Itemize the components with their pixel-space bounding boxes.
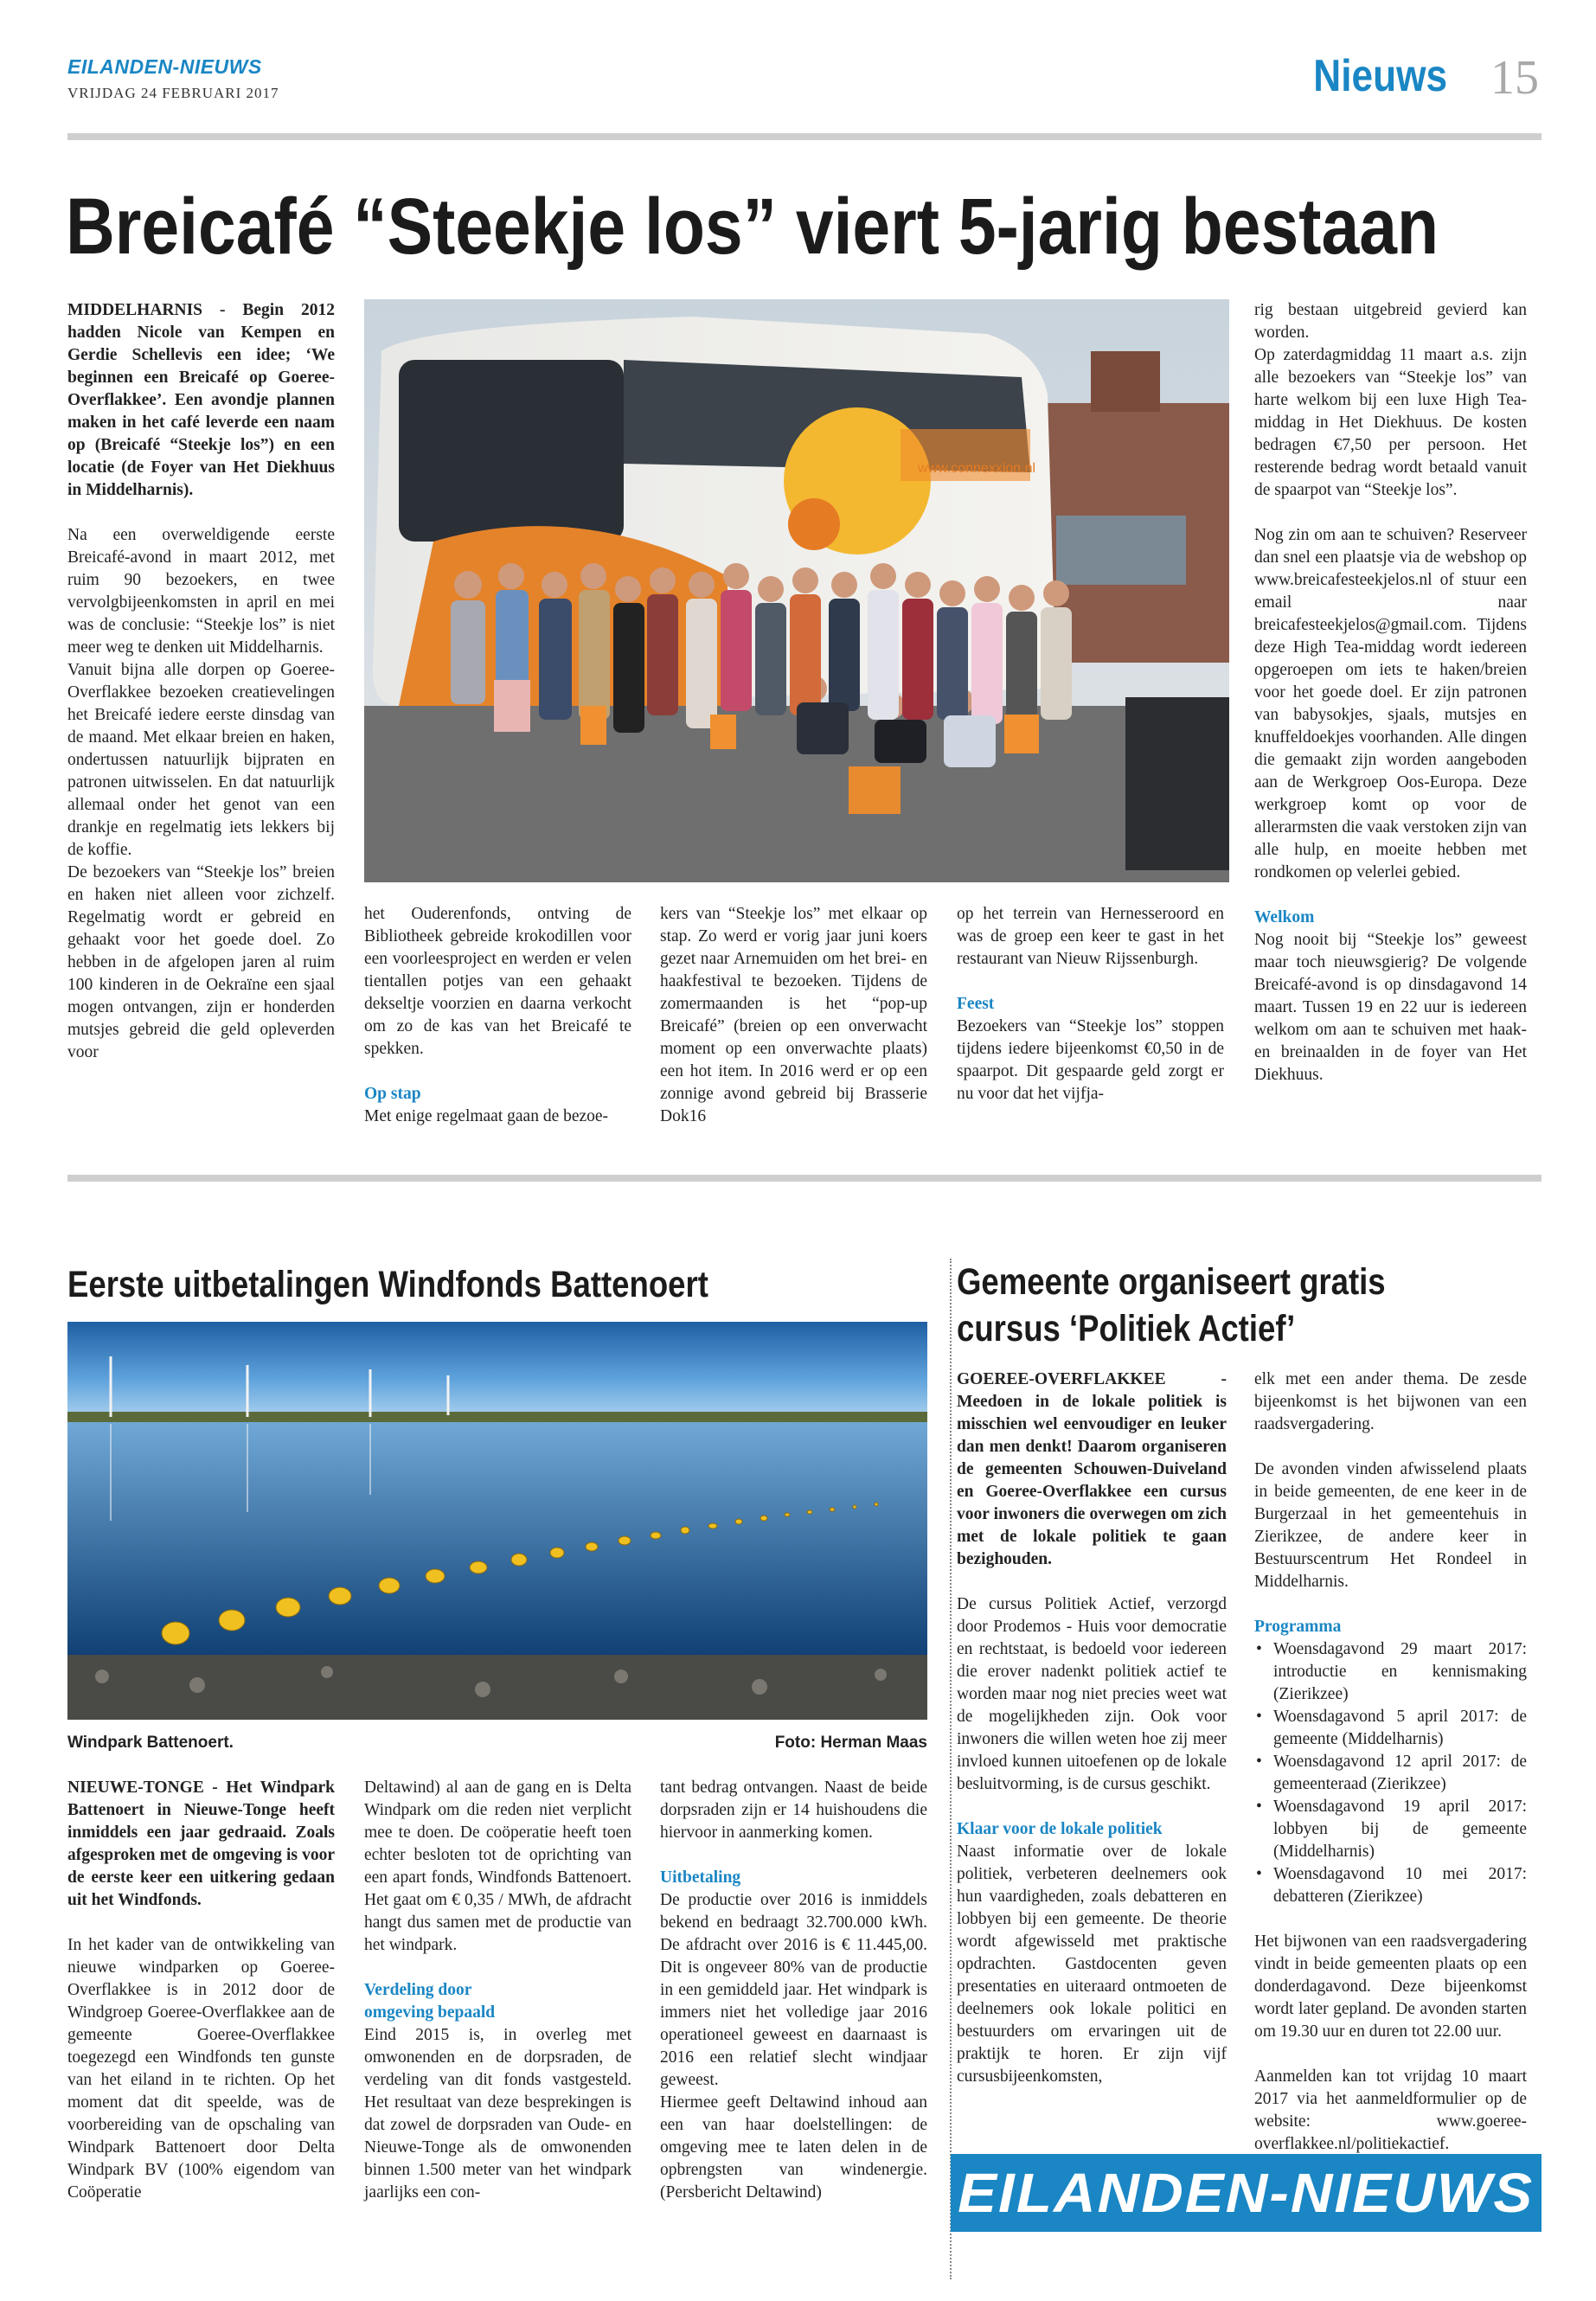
article3-column-1 bbox=[957, 1368, 1227, 2088]
subheading: Verdeling door bbox=[364, 1981, 472, 1999]
paragraph: Het bijwonen van een raadsvergadering vindt in beide gemeenten plaats op een donderdagavond. Deze bijeenkomst wordt later gepland. De avonden starten om 19.30 uur en duren tot 22.00 uur. bbox=[1254, 1932, 1527, 2041]
subheading: Feest bbox=[957, 995, 995, 1013]
politiek-headline-line1: Gemeente organiseert gratis bbox=[957, 1261, 1386, 1303]
footer-logo bbox=[951, 2154, 1542, 2232]
paragraph: Naast informatie over de lokale politiek, verbeteren deelnemers ook hun vaardigheden, zoals debatteren en lobbyen bij een gemeente. De theorie wordt afgewisseld met praktische opdrachten. Gastdocenten geven presentaties en uiteraard ontmoeten de deelnemers ook lokale politici en bestuurders om ervaringen uit de praktijk te horen. Er zijn vijf cursusbijeenkomsten, bbox=[957, 1843, 1227, 2086]
politiek-headline-line2: cursus ‘Politiek Actief’ bbox=[957, 1308, 1296, 1349]
paragraph-gap bbox=[957, 1571, 1227, 1593]
newspaper-masthead: EILANDEN-NIEUWS bbox=[67, 55, 262, 78]
program-item: • Woensdagavond 10 mei 2017: debatteren (Zierikzee) bbox=[1254, 1863, 1527, 1908]
paragraph: kers van “Steekje los” met elkaar op stap. Zo werd er vorig jaar juni koers gezet naar Arnemuiden om het brei- en haakfestival te bezoeken. Tijdens de zomermaanden is het “pop-up Breicafé” (breien op een onverwacht moment op een onverwachte plaats) een hot item. In 2016 werd er op een zonnige avond gebreid bij Brasserie Dok16 bbox=[660, 905, 927, 1125]
paragraph: het Ouderenfonds, ontving de Bibliotheek gebreide krokodillen voor een voorleesproject en werden er velen tientallen potjes van een gehaakt dekseltje voorzien en daarna verkocht om zo de kas van het Breicafé te spekken. bbox=[364, 905, 631, 1058]
paragraph: Na een overweldigende eerste Breicafé-avond in maart 2012, met ruim 90 bezoekers, en twee vervolgbijeenkomsten in april en mei was de conclusie: “Steekje los” is niet meer weg te denken uit Middelharnis. bbox=[67, 526, 335, 657]
paragraph-gap bbox=[67, 1912, 335, 1934]
paragraph: Deltawind) al aan de gang en is Delta Windpark om die reden niet verplicht mee te doen. De coöperatie heeft toen echter besloten tot de oprichting van een apart fonds, Windfonds Battenoert. Het gaat om € 0,35 / MWh, de afdracht hangt dus samen met de productie van het windpark. bbox=[364, 1779, 631, 1954]
windfonds-headline: Eerste uitbetalingen Windfonds Battenoert bbox=[67, 1264, 708, 1305]
paragraph-gap bbox=[1254, 884, 1527, 907]
article1-column-3 bbox=[660, 903, 927, 1128]
lead-paragraph: GOEREE-OVERFLAKKEE - Meedoen in de lokale politiek is misschien wel eenvoudiger en leuker dan men denkt! Daarom organiseren de gemeenten Schouwen-Duiveland en Goeree-Overflakkee een cursus voor inwoners die overwegen om zich met de lokale politiek te gaan bezighouden. bbox=[957, 1370, 1227, 1568]
paragraph-gap bbox=[364, 1957, 631, 1979]
photo-caption: Windpark Battenoert. bbox=[67, 1734, 234, 1752]
program-list bbox=[1254, 1638, 1527, 1908]
subheading: omgeving bepaald bbox=[364, 2003, 496, 2022]
paragraph-gap bbox=[67, 502, 335, 524]
paragraph: rig bestaan uitgebreid gevierd kan worden. bbox=[1254, 301, 1527, 342]
article3-column-2-intro bbox=[1254, 1368, 1527, 1638]
article2-column-1 bbox=[67, 1777, 335, 2204]
footer-logo-text: EILANDEN-NIEUWS bbox=[958, 2162, 1535, 2224]
subheading: Uitbetaling bbox=[660, 1868, 741, 1887]
article1-column-5 bbox=[1254, 299, 1527, 1086]
bus-website-text: www.connexxion.nl bbox=[918, 461, 1036, 476]
paragraph: Eind 2015 is, in overleg met omwonenden en de dorpsraden, de verdeling van dit fonds vastgesteld. Het resultaat van deze besprekingen is dat zowel de dorpsraden van Oude- en Nieuwe-Tonge als de omwonenden binnen 1.500 meter van het windpark jaarlijks een con- bbox=[364, 2026, 631, 2202]
paragraph-gap bbox=[957, 971, 1224, 993]
paragraph: Nog nooit bij “Steekje los” geweest maar toch nieuwsgierig? De volgende Breicafé-avond is op dinsdagavond 14 maart. Tussen 19 en 22 uur is iedereen welkom om aan te schuiven met haak- en breinaalden in de foyer van Het Diekhuus. bbox=[1254, 931, 1527, 1084]
paragraph: Bezoekers van “Steekje los” stoppen tijdens iedere bijeenkomst €0,50 in de spaarpot. Dit gespaarde geld zorgt er nu voor dat het vijfja- bbox=[957, 1017, 1224, 1103]
program-item: • Woensdagavond 19 april 2017: lobbyen bij de gemeente (Middelharnis) bbox=[1254, 1796, 1527, 1863]
program-item: • Woensdagavond 12 april 2017: de gemeenteraad (Zierikzee) bbox=[1254, 1751, 1527, 1796]
photo-credit: Foto: Herman Maas bbox=[774, 1734, 927, 1752]
article2-column-3 bbox=[660, 1777, 927, 2204]
group-photo-bus bbox=[364, 299, 1229, 882]
paragraph: In het kader van de ontwikkeling van nieuwe windparken op Goeree-Overflakkee is in 2012 door de Windgroep Goeree-Overflakkee aan de gemeente Goeree-Overflakkee toegezegd een Windfonds ten gunste van het eiland in te richten. Op het moment dat dit speelde, was de voorbereiding van de opschaling van Windpark Battenoert door Delta Windpark BV (100% eigendom van Coöperatie bbox=[67, 1936, 335, 2202]
issue-date: VRIJDAG 24 FEBRUARI 2017 bbox=[67, 85, 279, 101]
paragraph-gap bbox=[957, 1796, 1227, 1818]
paragraph: Aanmelden kan tot vrijdag 10 maart 2017 via het aanmeldformulier op de website: www.goeree-overflakkee.nl/politiekactief. bbox=[1254, 2067, 1527, 2153]
subheading: Welkom bbox=[1254, 908, 1315, 926]
paragraph-gap bbox=[660, 1844, 927, 1867]
paragraph: tant bedrag ontvangen. Naast de beide dorpsraden zijn er 14 huishoudens die hiervoor in aanmerking komen. bbox=[660, 1779, 927, 1842]
group-photo-image bbox=[364, 299, 1229, 882]
lead-paragraph: NIEUWE-TONGE - Het Windpark Battenoert in Nieuwe-Tonge heeft inmiddels een jaar gedraaid. Zoals afgesproken met de omgeving is voor de eerste keer een uitkering gedaan uit het Windfonds. bbox=[67, 1779, 335, 1909]
section-title: Nieuws bbox=[1313, 51, 1447, 101]
paragraph: Vanuit bijna alle dorpen op Goeree-Overflakkee bezoeken creatievelingen het Breicafé iedere eerste dinsdag van de maand. Met elkaar breien en haken, ondertussen natuurlijk bijpraten en patronen uitwisselen. En dat natuurlijk allemaal onder het genot van een drankje en regelmatig iets lekkers bij de koffie. bbox=[67, 661, 335, 859]
paragraph: Op zaterdagmiddag 11 maart a.s. zijn alle bezoekers van “Steekje los” van harte welkom bij een luxe High Tea-middag in Het Diekhuus. De kosten bedragen €7,50 per persoon. Het resterende bedrag wordt betaald vanuit de spaarpot van “Steekje los”. bbox=[1254, 346, 1527, 499]
paragraph: De productie over 2016 is inmiddels bekend en bedraagt 32.700.000 kWh. De afdracht over 2016 is € 11.445,00. Dit is ongeveer 80% van de productie in een gemiddeld jaar. Het windpark is immers niet het volledige jaar 2016 operationeel geweest en daarnaast is 2016 een relatief slecht windjaar geweest. bbox=[660, 1891, 927, 2089]
paragraph-gap bbox=[1254, 1436, 1527, 1458]
subheading: Op stap bbox=[364, 1085, 421, 1103]
paragraph: Met enige regelmaat gaan de bezoe- bbox=[364, 1107, 609, 1125]
paragraph-gap bbox=[1254, 502, 1527, 524]
section-divider bbox=[67, 1175, 1542, 1182]
windpark-image bbox=[67, 1322, 927, 1720]
article2-column-2 bbox=[364, 1777, 631, 2204]
article3-column-2-outro bbox=[1254, 1908, 1527, 2156]
paragraph: elk met een ander thema. De zesde bijeenkomst is het bijwonen van een raadsvergadering. bbox=[1254, 1370, 1527, 1433]
windpark-photo bbox=[67, 1322, 927, 1720]
article1-column-4 bbox=[957, 903, 1224, 1106]
paragraph: De avonden vinden afwisselend plaats in beide gemeenten, de ene keer in de Burgerzaal in het gemeentehuis in Zierikzee, de andere keer in Bestuurscentrum Het Rondeel in Middelharnis. bbox=[1254, 1460, 1527, 1591]
paragraph-gap bbox=[1254, 2043, 1527, 2066]
article3-column-2 bbox=[1254, 1368, 1527, 2156]
column-divider bbox=[950, 1259, 952, 2279]
paragraph: op het terrein van Hernesseroord en was de groep een keer te gast in het restaurant van Nieuw Rijssenburgh. bbox=[957, 905, 1224, 968]
paragraph: Hiermee geeft Deltawind inhoud aan een van haar doelstellingen: de omgeving mee te laten delen in de opbrengsten van windenergie. (Persbericht Deltawind) bbox=[660, 2093, 927, 2202]
article-headline: Breicafé “Steekje los” viert 5-jarig bestaan bbox=[66, 183, 1439, 271]
paragraph-gap bbox=[1254, 1593, 1527, 1616]
page-number: 15 bbox=[1490, 51, 1539, 105]
article1-column-1 bbox=[67, 299, 335, 1064]
paragraph-gap bbox=[364, 1061, 631, 1083]
program-item: • Woensdagavond 29 maart 2017: introductie en kennismaking (Zierikzee) bbox=[1254, 1638, 1527, 1706]
subheading: Klaar voor de lokale politiek bbox=[957, 1820, 1163, 1838]
paragraph: De bezoekers van “Steekje los” breien en haken niet alleen voor zichzelf. Regelmatig wordt er gebreid en gehaakt voor het goede doel. Zo hebben in de afgelopen jaren al ruim 100 kinderen in de Oekraïne een sjaal mogen ontvangen, zijn er honderden mutsjes gebreid die geld opleverden voor bbox=[67, 863, 335, 1061]
lead-paragraph: MIDDELHARNIS - Begin 2012 hadden Nicole van Kempen en Gerdie Schellevis een idee; ‘We beginnen een Breicafé op Goeree-Overflakkee’. Een avondje plannen maken in het café leverde een naam op (Breicafé “Steekje los”) en een locatie (de Foyer van Het Diekhuus in Middelharnis). bbox=[67, 301, 335, 499]
paragraph: Nog zin om aan te schuiven? Reserveer dan snel een plaatsje via de webshop op www.breicafesteekjelos.nl of stuur een email naar breicafesteekjelos@gmail.com. Tijdens deze High Tea-middag wordt iedereen opgeroepen om iets te haken/breien voor het goede doel. Er zijn patronen van babysokjes, sjaals, mutsjes en knuffeldoekjes voorhanden. Alle dingen die gemaakt zijn worden aangeboden aan de Werkgroep Oos-Europa. Deze werkgroep komt op voor de allerarmsten die vaak verstoken zijn van alle hulp, en moeite hebben met rondkomen op velerlei gebied. bbox=[1254, 526, 1527, 881]
paragraph-gap bbox=[1254, 1908, 1527, 1931]
subheading: Programma bbox=[1254, 1618, 1342, 1636]
program-item: • Woensdagavond 5 april 2017: de gemeente (Middelharnis) bbox=[1254, 1706, 1527, 1751]
header-divider bbox=[67, 133, 1542, 140]
article1-column-2 bbox=[364, 903, 631, 1128]
paragraph: De cursus Politiek Actief, verzorgd door Prodemos - Huis voor democratie en rechtstaat, is bedoeld voor iedereen die erover nadenkt politiek actief te worden maar nog niet precies weet wat de mogelijkheden zijn. Ook voor inwoners die willen weten hoe zij meer invloed kunnen uitoefenen op de lokale besluitvorming, is de cursus geschikt. bbox=[957, 1595, 1227, 1793]
